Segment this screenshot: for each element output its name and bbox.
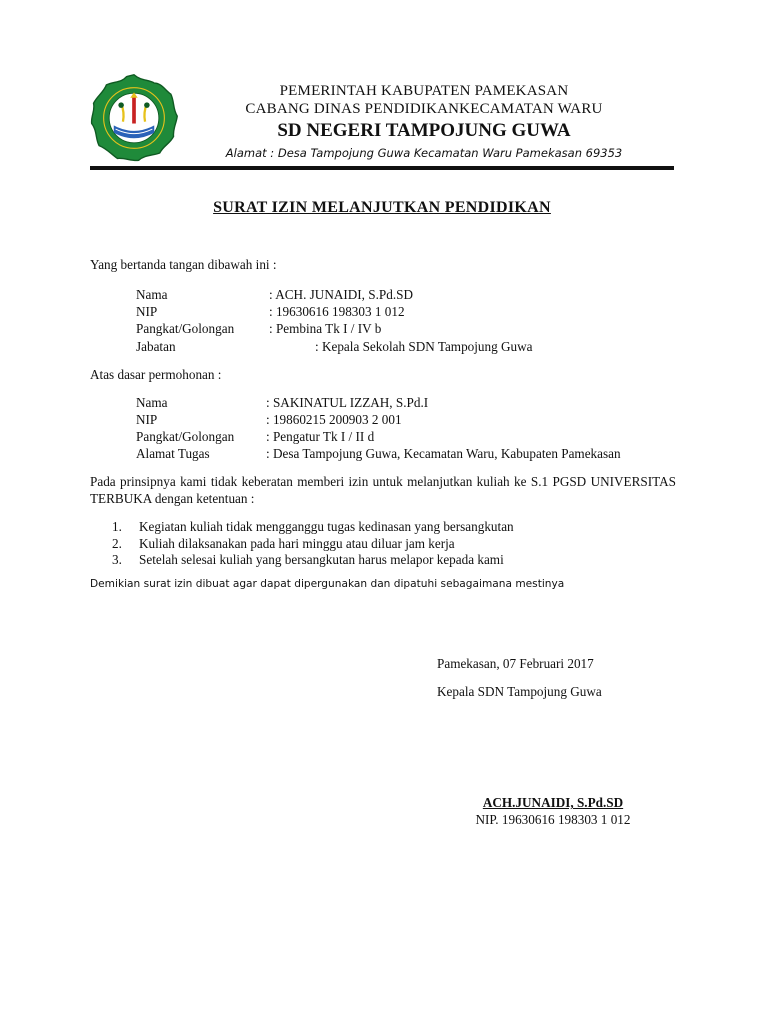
list-item bbox=[112, 552, 514, 569]
field-value: : ACH. JUNAIDI, S.Pd.SD bbox=[269, 287, 413, 302]
letterhead-divider bbox=[90, 166, 674, 170]
signer-role: Kepala SDN Tampojung Guwa bbox=[437, 684, 602, 699]
letterhead bbox=[180, 82, 668, 161]
field-value: : SAKINATUL IZZAH, S.Pd.I bbox=[266, 395, 429, 410]
list-number: 2. bbox=[112, 535, 122, 551]
list-text: Kegiatan kuliah tidak mengganggu tugas kedinasan yang bersangkutan bbox=[139, 519, 514, 534]
field-label: Jabatan bbox=[136, 339, 176, 354]
field-label: NIP bbox=[136, 304, 158, 319]
field-value: : Pembina Tk I / IV b bbox=[269, 321, 382, 336]
letter-title: SURAT IZIN MELANJUTKAN PENDIDIKAN bbox=[213, 199, 551, 216]
conditions-list bbox=[112, 519, 514, 569]
applicant-intro: Atas dasar permohonan : bbox=[90, 367, 222, 382]
field-value: : 19630616 198303 1 012 bbox=[269, 304, 405, 319]
signer-name: ACH.JUNAIDI, S.Pd.SD bbox=[482, 795, 624, 810]
closing-statement: Demikian surat izin dibuat agar dapat dipergunakan dan dipatuhi sebagaimana mestinya bbox=[90, 578, 565, 590]
list-item bbox=[112, 536, 514, 553]
list-text: Kuliah dilaksanakan pada hari minggu atau diluar jam kerja bbox=[139, 535, 455, 551]
field-label: Pangkat/Golongan bbox=[136, 321, 235, 336]
list-number: 1. bbox=[112, 519, 122, 534]
school-address: Alamat : Desa Tampojung Guwa Kecamatan Waru Pamekasan 69353 bbox=[225, 146, 623, 160]
field-label: Nama bbox=[136, 395, 168, 410]
field-value: : Pengatur Tk I / II d bbox=[266, 429, 375, 444]
list-item bbox=[112, 519, 514, 536]
field-label: Pangkat/Golongan bbox=[136, 429, 235, 444]
list-text: Setelah selesai kuliah yang bersangkutan harus melapor kepada kami bbox=[139, 552, 504, 567]
signer-nip: NIP. 19630616 198303 1 012 bbox=[475, 812, 631, 827]
field-value: : Desa Tampojung Guwa, Kecamatan Waru, Kabupaten Pamekasan bbox=[266, 446, 621, 461]
list-number: 3. bbox=[112, 552, 122, 567]
government-name: PEMERINTAH KABUPATEN PAMEKASAN bbox=[279, 83, 569, 99]
permission-paragraph: Pada prinsipnya kami tidak keberatan memberi izin untuk melanjutkan kuliah ke S.1 PGSD UNIVERSITAS TERBUKA dengan ketentuan : bbox=[90, 474, 676, 506]
place-and-date: Pamekasan, 07 Februari 2017 bbox=[437, 656, 594, 671]
office-name: CABANG DINAS PENDIDIKANKECAMATAN WARU bbox=[245, 101, 603, 117]
field-label: NIP bbox=[136, 412, 158, 427]
school-name: SD NEGERI TAMPOJUNG GUWA bbox=[277, 120, 571, 141]
field-value: : 19860215 200903 2 001 bbox=[266, 412, 402, 427]
field-label: Nama bbox=[136, 287, 168, 302]
field-label: Alamat Tugas bbox=[136, 446, 210, 461]
signer-intro: Yang bertanda tangan dibawah ini : bbox=[90, 257, 277, 272]
regency-seal-logo bbox=[88, 72, 180, 164]
field-value: : Kepala Sekolah SDN Tampojung Guwa bbox=[315, 339, 533, 354]
